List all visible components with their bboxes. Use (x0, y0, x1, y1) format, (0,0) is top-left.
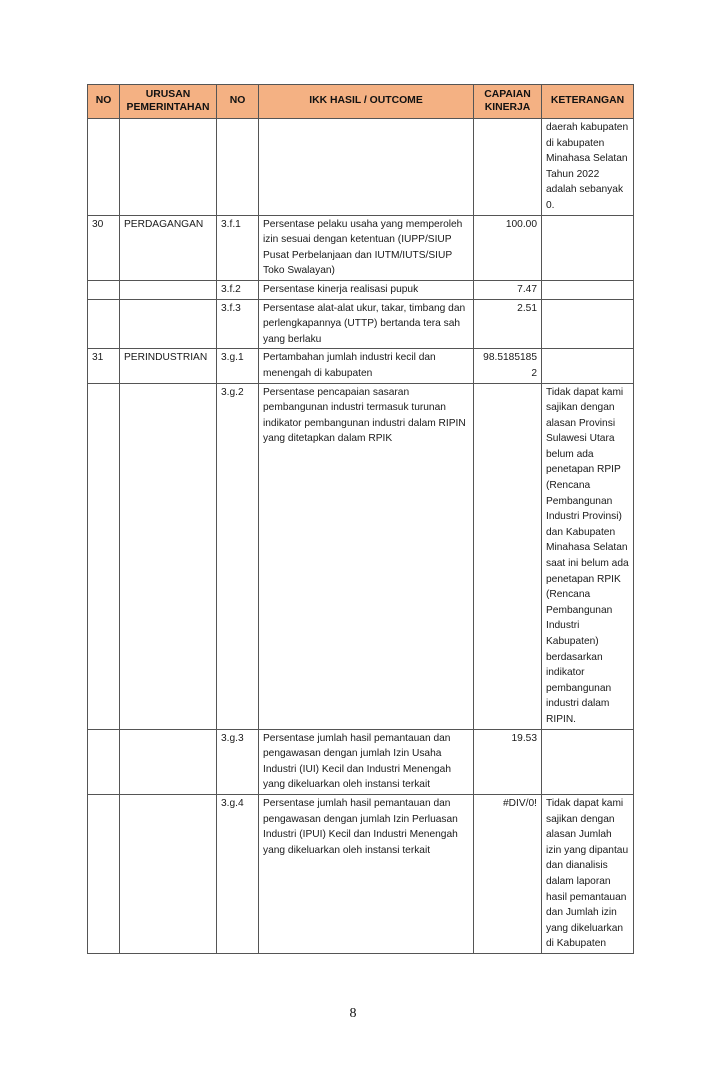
header-no: NO (88, 85, 120, 119)
performance-table (87, 84, 634, 954)
cell-urusan (120, 794, 217, 953)
cell-urusan: PERINDUSTRIAN (120, 349, 217, 383)
cell-ikk: Persentase jumlah hasil pemantauan dan pengawasan dengan jumlah Izin Usaha Industri (IUI) Kecil dan Industri Menengah yang dikeluarkan oleh instansi terkait (259, 729, 474, 794)
header-urusan-pemerintahan: URUSAN PEMERINTAHAN (120, 85, 217, 119)
cell-keterangan: Tidak dapat kami sajikan dengan alasan Jumlah izin yang dipantau dan dianalisis dalam laporan hasil pemantauan dan Jumlah izin yang dikeluarkan di Kabupaten (542, 794, 634, 953)
table-header-row (88, 85, 634, 119)
cell-code: 3.f.3 (217, 299, 259, 349)
cell-ikk: Pertambahan jumlah industri kecil dan menengah di kabupaten (259, 349, 474, 383)
header-no-indicator: NO (217, 85, 259, 119)
cell-capaian: 19.53 (474, 729, 542, 794)
cell-urusan (120, 119, 217, 216)
cell-ikk (259, 119, 474, 216)
cell-capaian: 98.5185185 2 (474, 349, 542, 383)
header-ikk-hasil-outcome: IKK HASIL / OUTCOME (259, 85, 474, 119)
page-number: 8 (349, 1006, 357, 1021)
cell-capaian: 7.47 (474, 280, 542, 299)
cell-ikk: Persentase jumlah hasil pemantauan dan pengawasan dengan jumlah Izin Perluasan Industri (IPUI) Kecil dan Industri Menengah yang dikeluarkan oleh instansi terkait (259, 794, 474, 953)
cell-capaian: 100.00 (474, 215, 542, 280)
cell-capaian (474, 383, 542, 729)
cell-urusan (120, 729, 217, 794)
cell-code (217, 119, 259, 216)
cell-ikk: Persentase kinerja realisasi pupuk (259, 280, 474, 299)
cell-keterangan (542, 280, 634, 299)
cell-no (88, 794, 120, 953)
cell-no (88, 729, 120, 794)
cell-keterangan (542, 729, 634, 794)
header-keterangan: KETERANGAN (542, 85, 634, 119)
cell-keterangan (542, 299, 634, 349)
cell-code: 3.g.2 (217, 383, 259, 729)
cell-urusan: PERDAGANGAN (120, 215, 217, 280)
cell-code: 3.f.2 (217, 280, 259, 299)
cell-keterangan (542, 215, 634, 280)
cell-urusan (120, 383, 217, 729)
cell-no (88, 119, 120, 216)
table-row (88, 299, 634, 349)
cell-keterangan (542, 349, 634, 383)
table-row (88, 383, 634, 729)
header-capaian-kinerja: CAPAIAN KINERJA (474, 85, 542, 119)
table-row (88, 280, 634, 299)
cell-code: 3.g.1 (217, 349, 259, 383)
cell-code: 3.g.4 (217, 794, 259, 953)
cell-capaian: #DIV/0! (474, 794, 542, 953)
cell-capaian (474, 119, 542, 216)
table-row (88, 215, 634, 280)
cell-no (88, 280, 120, 299)
cell-no: 31 (88, 349, 120, 383)
cell-urusan (120, 280, 217, 299)
table-row (88, 729, 634, 794)
cell-code: 3.f.1 (217, 215, 259, 280)
cell-no (88, 299, 120, 349)
table-row (88, 119, 634, 216)
cell-keterangan: Tidak dapat kami sajikan dengan alasan Provinsi Sulawesi Utara belum ada penetapan RPIP (Rencana Pembangunan Industri Provinsi) dan Kabupaten Minahasa Selatan saat ini belum ada penetapan RPIK (Rencana Pembangunan Industri Kabupaten) berdasarkan indikator pembangunan industri dalam RIPIN. (542, 383, 634, 729)
cell-no: 30 (88, 215, 120, 280)
cell-no (88, 383, 120, 729)
cell-code: 3.g.3 (217, 729, 259, 794)
cell-keterangan: daerah kabupaten di kabupaten Minahasa Selatan Tahun 2022 adalah sebanyak 0. (542, 119, 634, 216)
table-row (88, 794, 634, 953)
cell-capaian: 2.51 (474, 299, 542, 349)
cell-ikk: Persentase alat-alat ukur, takar, timbang dan perlengkapannya (UTTP) bertanda tera sah yang berlaku (259, 299, 474, 349)
cell-ikk: Persentase pelaku usaha yang memperoleh izin sesuai dengan ketentuan (IUPP/SIUP Pusat Perbelanjaan dan IUTM/IUTS/SIUP Toko Swalayan) (259, 215, 474, 280)
table-row (88, 349, 634, 383)
cell-ikk: Persentase pencapaian sasaran pembangunan industri termasuk turunan indikator pembangunan industri dalam RIPIN yang ditetapkan dalam RPIK (259, 383, 474, 729)
cell-urusan (120, 299, 217, 349)
